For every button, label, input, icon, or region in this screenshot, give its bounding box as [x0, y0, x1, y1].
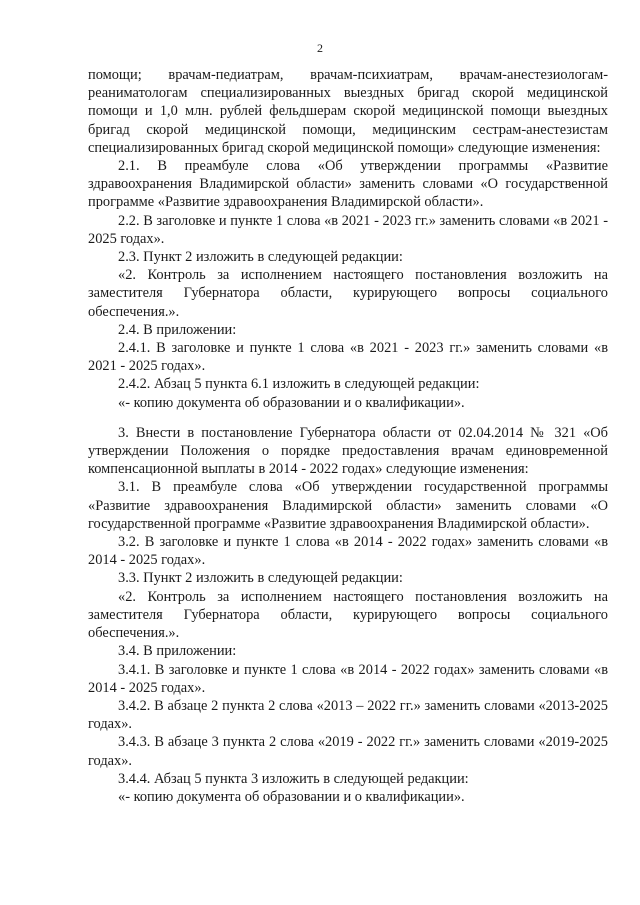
paragraph-2-4-1: 2.4.1. В заголовке и пункте 1 слова «в 2021 - 2023 гг.» заменить словами «в 2021 - 2025 годах». [88, 340, 608, 375]
paragraph-3-4: 3.4. В приложении: [118, 643, 237, 660]
paragraph-2-2: 2.2. В заголовке и пункте 1 слова «в 2021 - 2023 гг.» заменить словами «в 2021 - 2025 годах». [88, 212, 608, 247]
paragraph-3-4-4-quote: «- копию документа об образовании и о квалификации». [118, 788, 465, 805]
paragraph-3-4-4: 3.4.4. Абзац 5 пункта 3 изложить в следующей редакции: [118, 770, 469, 787]
paragraph-2-4-2: 2.4.2. Абзац 5 пункта 6.1 изложить в следующей редакции: [118, 376, 480, 393]
paragraph-2-4-2-quote: «- копию документа об образовании и о квалификации». [118, 394, 465, 411]
page-number: 2 [317, 41, 323, 55]
paragraph-2-3: 2.3. Пункт 2 изложить в следующей редакции: [118, 249, 403, 266]
paragraph-3-4-2: 3.4.2. В абзаце 2 пункта 2 слова «2013 – 2022 гг.» заменить словами «2013-2025 годах». [88, 697, 608, 733]
paragraph-3-3-quote: «2. Контроль за исполнением настоящего постановления возложить на заместителя Губернатора области, курирующего вопросы социального обеспечения.». [88, 588, 608, 642]
paragraph-2-3-quote: «2. Контроль за исполнением настоящего постановления возложить на заместителя Губернатора области, курирующего вопросы социального обеспечения.». [88, 267, 608, 320]
paragraph-3-1: 3.1. В преамбуле слова «Об утверждении государственной программы «Развитие здравоохранения Владимирской области» заменить словами «О государственной программе «Развитие здравоохранения Владимирской области». [88, 479, 608, 532]
paragraph-3-2: 3.2. В заголовке и пункте 1 слова «в 2014 - 2022 годах» заменить словами «в 2014 - 2025 годах». [88, 534, 608, 569]
paragraph-3-4-3: 3.4.3. В абзаце 3 пункта 2 слова «2019 - 2022 гг.» заменить словами «2019-2025 годах». [88, 734, 608, 769]
paragraph-3-3: 3.3. Пункт 2 изложить в следующей редакции: [118, 570, 403, 587]
document-body [88, 66, 608, 806]
paragraph-2-1: 2.1. В преамбуле слова «Об утверждении программы «Развитие здравоохранения Владимирской области» заменить словами «О государственной программе «Развитие здравоохранения Владимирской области». [88, 158, 608, 211]
paragraph-3: 3. Внести в постановление Губернатора области от 02.04.2014 № 321 «Об утверждении Положения о порядке предоставления врачам единовременной компенсационной выплаты в 2014 - 2022 годах» следующие изменения: [88, 424, 608, 478]
paragraph-3-4-1: 3.4.1. В заголовке и пункте 1 слова «в 2014 - 2022 годах» заменить словами «в 2014 - 2025 годах». [88, 661, 608, 696]
paragraph-2-4: 2.4. В приложении: [118, 321, 237, 338]
paragraph-continuation: помощи; врачам-педиатрам, врачам-психиатрам, врачам-анестезиологам-реаниматологам специализированных выездных бригад скорой медицинской помощи и 1,0 млн. рублей фельдшерам скорой медицинской помощи выездных бригад скорой медицинской помощи, медицинским сестрам-анестезистам специализированных бригад скорой медицинской помощи» следующие изменения: [88, 67, 608, 156]
